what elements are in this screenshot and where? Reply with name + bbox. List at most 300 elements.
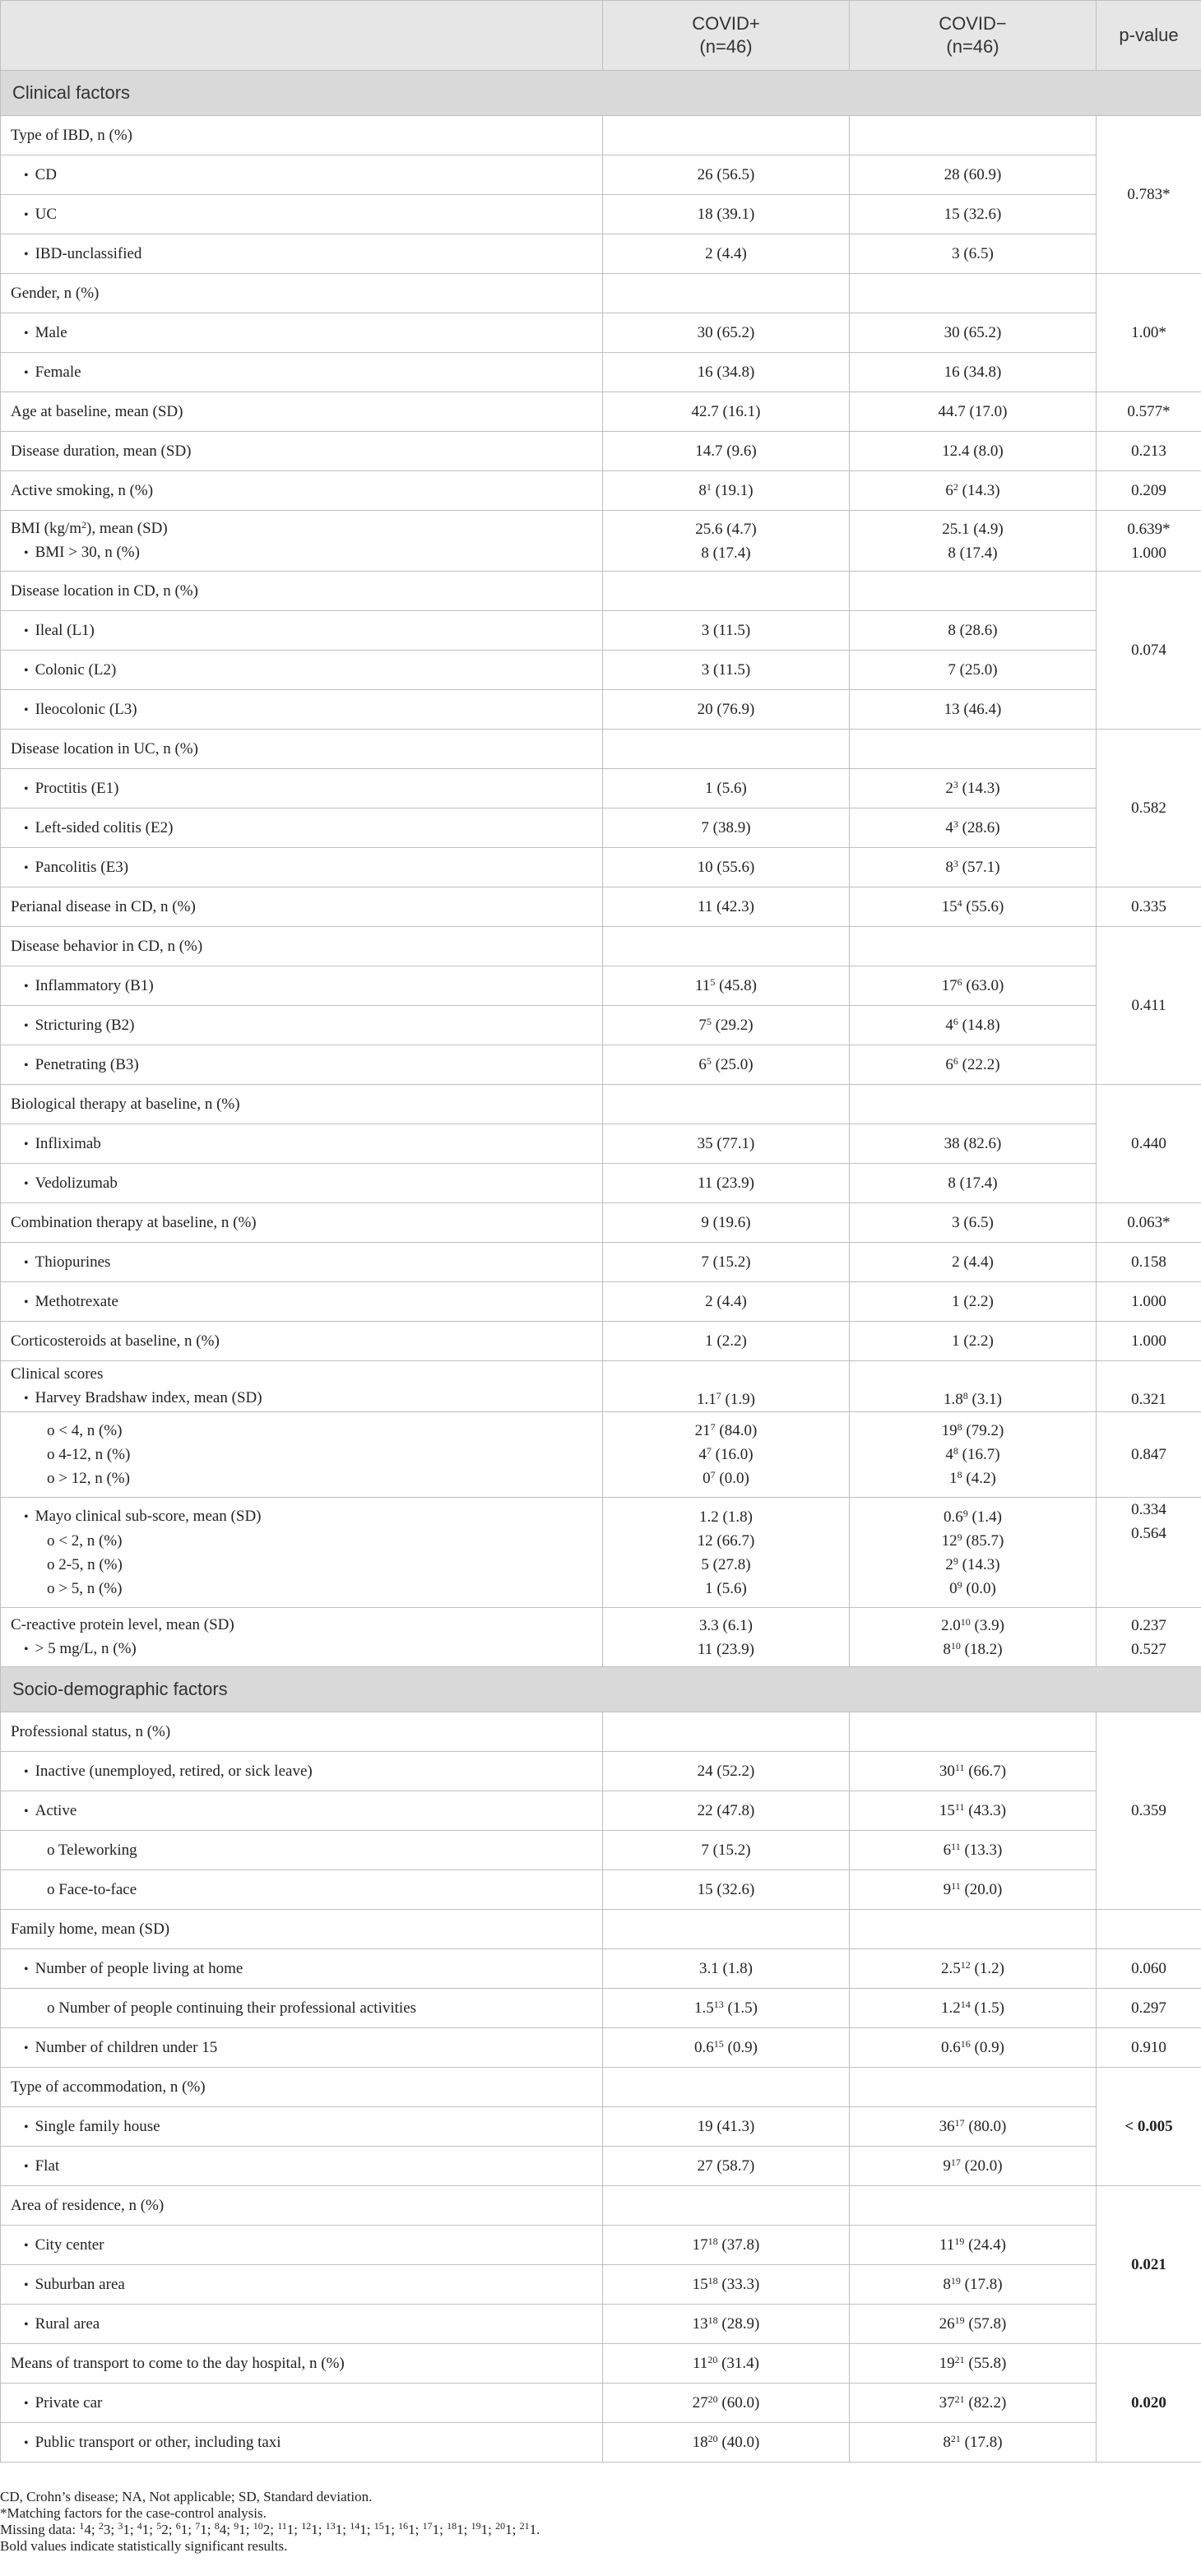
cell-covid-neg — [850, 2147, 1097, 2186]
value: (33.3) — [717, 2275, 760, 2293]
row-label: • Male — [1, 313, 603, 353]
footnote-ref: 19 — [954, 2314, 965, 2326]
table-row — [1, 1910, 1201, 1949]
table-row — [1, 2423, 1201, 2462]
cell-covid-pos: 11 (42.3) — [603, 887, 850, 927]
row-label: • Colonic (L2) — [1, 651, 603, 690]
table-row — [1, 1989, 1201, 2028]
cell-covid-pos — [603, 2344, 850, 2384]
value: 25.6 (4.7) — [695, 520, 757, 538]
cell-covid-neg — [850, 1949, 1097, 1989]
row-label: Perianal disease in CD, n (%) — [1, 887, 603, 927]
row-label: o Teleworking — [1, 1831, 603, 1870]
row-label: Type of accommodation, n (%) — [1, 2068, 603, 2107]
row-label: • UC — [1, 195, 603, 234]
footnote-ref: 21 — [950, 2432, 961, 2444]
value: (0.9) — [970, 2038, 1004, 2056]
table-row — [1, 1608, 1201, 1667]
table-row — [1, 195, 1201, 234]
cell-covid-pos: 30 (65.2) — [603, 313, 850, 353]
table-row — [1, 651, 1201, 690]
table-row — [1, 572, 1201, 611]
value: 0.639* — [1127, 520, 1171, 538]
footnote-count: 1. — [529, 2522, 540, 2537]
value — [860, 1505, 1086, 1529]
cell-covid-pos — [603, 1989, 850, 2028]
value: 15 — [941, 897, 958, 915]
table-row — [1, 1203, 1201, 1243]
footnote-index: 5 — [156, 2520, 162, 2532]
table-row — [1, 730, 1201, 769]
cell-covid-neg: 30 (65.2) — [850, 313, 1097, 353]
footnote-count: 1; — [141, 2522, 157, 2537]
value: 8 (17.4) — [948, 544, 998, 562]
cell-covid-pos — [603, 966, 850, 1006]
value: 0.6 — [941, 2038, 961, 2056]
value: (43.3) — [964, 1801, 1007, 1819]
cell-covid-pos — [603, 2226, 850, 2265]
cell-covid-pos: 7 (38.9) — [603, 808, 850, 848]
footnote-ref: 1 — [706, 480, 712, 493]
footnote-count: 1; — [239, 2522, 253, 2537]
p-value: 0.335 — [1097, 887, 1201, 927]
value: 1.000 — [1131, 544, 1166, 562]
value: 1.8 — [944, 1391, 963, 1408]
cell-covid-pos: 26 (56.5) — [603, 155, 850, 195]
row-label: • Private car — [1, 2384, 603, 2423]
row-label: • Vedolizumab — [1, 1164, 603, 1203]
value: 8 — [945, 858, 953, 876]
table-row — [1, 611, 1201, 651]
value: 18 — [692, 2433, 708, 2451]
p-value: 0.074 — [1097, 572, 1201, 730]
footnote-ref: 11 — [954, 1800, 965, 1813]
footnote-ref: 12 — [960, 1958, 971, 1971]
cell-covid-neg — [850, 1870, 1097, 1910]
cell-covid-neg — [850, 1791, 1097, 1831]
footnote-count: 4; — [219, 2522, 234, 2537]
value: 11 — [693, 2354, 708, 2372]
footnote-count: 1; — [180, 2522, 196, 2537]
footnote-ref: 6 — [957, 975, 962, 988]
cell-covid-pos — [603, 2028, 850, 2068]
footnote-matching: *Matching factors for the case-control analysis. — [0, 2505, 267, 2521]
value — [860, 1419, 1086, 1443]
footnote-ref: 10 — [960, 1615, 971, 1628]
text: ), mean (SD) — [86, 520, 168, 537]
cell-covid-neg — [850, 2265, 1097, 2305]
cell-covid-pos: 20 (76.9) — [603, 690, 850, 730]
cell-covid-neg — [850, 1608, 1097, 1667]
value: (55.6) — [962, 897, 1004, 915]
value: (57.8) — [964, 2314, 1007, 2333]
row-label: Means of transport to come to the day hospital, n (%) — [1, 2344, 603, 2384]
cell-covid-neg — [850, 1412, 1097, 1498]
row-label: • Penetrating (B3) — [1, 1045, 603, 1085]
hbi-sub-label: o > 12, n (%) — [47, 1470, 130, 1487]
value: (63.0) — [962, 976, 1004, 994]
footnote-index: 6 — [175, 2520, 181, 2532]
value — [860, 1466, 1086, 1490]
value: (14.8) — [958, 1016, 1000, 1034]
cell-covid-neg — [850, 1989, 1097, 2028]
value: 8 (17.4) — [701, 544, 751, 562]
p-value: 0.021 — [1097, 2186, 1201, 2344]
p-value: 0.910 — [1097, 2028, 1201, 2068]
cell-covid-neg: 1 (2.2) — [850, 1322, 1097, 1361]
value: (1.9) — [721, 1391, 755, 1408]
cell-covid-pos: 15 (32.6) — [603, 1870, 850, 1910]
p-value: < 0.005 — [1097, 2068, 1201, 2186]
row-label: Gender, n (%) — [1, 274, 603, 313]
value: 17 — [692, 2235, 708, 2254]
value: (14.3) — [958, 481, 1000, 499]
footnote-ref: 15 — [713, 2037, 724, 2050]
footnote-ref: 6 — [953, 1054, 958, 1067]
row-label: • Public transport or other, including taxi — [1, 2423, 603, 2462]
value: 4 — [945, 818, 953, 836]
cell-covid-pos: 3.1 (1.8) — [603, 1949, 850, 1989]
footnote-index: 7 — [195, 2520, 201, 2532]
table-row — [1, 234, 1201, 274]
value — [860, 1443, 1086, 1466]
value: (1.5) — [970, 1999, 1004, 2017]
table-row — [1, 1322, 1201, 1361]
p-value: 0.063* — [1097, 1203, 1201, 1243]
value: 4 — [698, 1446, 707, 1463]
table-row — [1, 2265, 1201, 2305]
cell-covid-pos — [603, 1608, 850, 1667]
value: (37.8) — [717, 2235, 760, 2254]
cell-covid-pos — [603, 1045, 850, 1085]
table-row — [1, 116, 1201, 155]
cell-covid-neg — [850, 2423, 1097, 2462]
cell-covid-pos: 7 (15.2) — [603, 1831, 850, 1870]
row-label: Professional status, n (%) — [1, 1712, 603, 1752]
crp-label: C-reactive protein level, mean (SD) — [11, 1616, 234, 1633]
table-row — [1, 313, 1201, 353]
cell-covid-neg — [850, 1045, 1097, 1085]
footnote-count: 1; — [457, 2522, 471, 2537]
footnote-ref: 9 — [962, 1507, 968, 1519]
value: 2.5 — [941, 1959, 961, 1977]
row-label — [1, 1361, 603, 1412]
value: (16.7) — [958, 1446, 1000, 1463]
row-label: Family home, mean (SD) — [1, 1910, 603, 1949]
p-value: 0.577* — [1097, 392, 1201, 432]
row-label: • Inflammatory (B1) — [1, 966, 603, 1006]
cell-covid-neg — [850, 966, 1097, 1006]
footnote-count: 1; — [480, 2522, 496, 2537]
footnote-index: 12 — [301, 2520, 312, 2532]
row-label: • IBD-unclassified — [1, 234, 603, 274]
value: (14.3) — [958, 1555, 1000, 1573]
footnote-ref: 10 — [950, 1639, 961, 1652]
scores-label: Clinical scores — [11, 1365, 104, 1383]
cell-covid-pos — [603, 511, 850, 572]
superscript: 2 — [81, 519, 87, 530]
p-value: 1.00* — [1097, 274, 1201, 392]
value: 6 — [943, 1841, 952, 1859]
row-label — [1, 511, 603, 572]
footnote-index: 18 — [447, 2520, 457, 2532]
header-covid-neg-label: COVID− — [939, 13, 1007, 34]
cell-covid-pos: 10 (55.6) — [603, 848, 850, 887]
row-label: • Left-sided colitis (E2) — [1, 808, 603, 848]
cell-covid-pos: 1 (2.2) — [603, 1322, 850, 1361]
row-label: Disease location in CD, n (%) — [1, 572, 603, 611]
footnote-ref: 21 — [954, 2393, 965, 2405]
row-label — [1, 1608, 603, 1667]
value: (24.4) — [964, 2235, 1006, 2254]
footnote-ref: 16 — [960, 2037, 971, 2050]
value: 13 — [692, 2314, 708, 2333]
footnote-ref: 18 — [707, 2314, 718, 2326]
footnote-count: 1; — [311, 2522, 326, 2537]
row-label: Disease behavior in CD, n (%) — [1, 927, 603, 966]
value: (55.8) — [964, 2354, 1007, 2372]
value: (22.2) — [958, 1055, 1000, 1073]
cell-covid-pos — [603, 2423, 850, 2462]
value: 25.1 (4.9) — [942, 520, 1004, 538]
table-row — [1, 1752, 1201, 1791]
cell-covid-pos: 2 (4.4) — [603, 1282, 850, 1322]
value: (66.7) — [964, 1762, 1007, 1780]
value: 0.6 — [694, 2038, 714, 2056]
table-row — [1, 1831, 1201, 1870]
value: (85.7) — [962, 1531, 1004, 1550]
value: (82.2) — [964, 2393, 1007, 2412]
header-covid-pos-n: (n=46) — [699, 36, 753, 57]
footnote-index: 13 — [325, 2520, 336, 2532]
cell-covid-neg — [850, 2107, 1097, 2147]
table-row — [1, 2107, 1201, 2147]
value: 21 — [694, 1422, 711, 1439]
footnote-ref: 4 — [957, 897, 962, 909]
table-row — [1, 690, 1201, 730]
value: (31.4) — [717, 2354, 759, 2372]
footnote-index: 17 — [422, 2520, 433, 2532]
mayo-sub-label: o > 5, n (%) — [47, 1580, 123, 1597]
row-label: • Ileal (L1) — [1, 611, 603, 651]
footnote-count: 1; — [432, 2522, 447, 2537]
bmi-label — [11, 517, 592, 540]
table-row — [1, 1870, 1201, 1910]
mayo-sub-label: o < 2, n (%) — [47, 1532, 123, 1550]
cell-covid-pos — [603, 2384, 850, 2423]
cell-covid-pos: 1 (5.6) — [603, 769, 850, 808]
footnote-index: 10 — [253, 2520, 263, 2532]
value — [860, 1553, 1086, 1577]
row-label: Corticosteroids at baseline, n (%) — [1, 1322, 603, 1361]
value: 0.6 — [944, 1508, 963, 1526]
p-value: 0.020 — [1097, 2344, 1201, 2462]
value: (13.3) — [960, 1841, 1003, 1859]
value: 19 — [939, 2354, 955, 2372]
table-row — [1, 1085, 1201, 1124]
footnote-count: 3; — [103, 2522, 118, 2537]
footnote-ref: 6 — [953, 1015, 958, 1027]
row-label: • Stricturing (B2) — [1, 1006, 603, 1045]
value — [860, 1577, 1086, 1601]
cell-covid-neg — [850, 471, 1097, 511]
value: 37 — [939, 2393, 955, 2412]
value: 6 — [698, 1055, 707, 1073]
row-label: • Methotrexate — [1, 1282, 603, 1322]
table-row — [1, 848, 1201, 887]
footnote-count: 4; — [84, 2522, 99, 2537]
value: 8 — [943, 2433, 951, 2451]
row-label: • Inactive (unemployed, retired, or sick leave) — [1, 1752, 603, 1791]
footnote-ref: 3 — [953, 857, 958, 869]
row-label — [1, 1498, 603, 1608]
footnote-index: 4 — [137, 2520, 142, 2532]
value: (3.1) — [967, 1391, 1002, 1408]
p-value: 0.582 — [1097, 730, 1201, 887]
value: (45.8) — [715, 976, 757, 994]
table-row — [1, 966, 1201, 1006]
footnote-ref: 7 — [710, 1469, 716, 1480]
row-label: • Ileocolonic (L3) — [1, 690, 603, 730]
footnote-ref: 18 — [707, 2235, 718, 2247]
value: (40.0) — [717, 2433, 760, 2451]
header-covid-pos — [603, 1, 850, 71]
header-row — [1, 1, 1201, 71]
value: 8 — [943, 2275, 951, 2293]
value: 12 — [941, 1531, 958, 1550]
value: (1.4) — [967, 1508, 1002, 1526]
value: 4 — [945, 1446, 953, 1463]
value: (0.0) — [715, 1470, 749, 1487]
value: (0.0) — [962, 1579, 996, 1597]
footnote-count: 1; — [335, 2522, 350, 2537]
cell-covid-pos — [603, 2305, 850, 2344]
value: 8 — [698, 481, 707, 499]
value: (57.1) — [958, 858, 1000, 876]
p-value — [1097, 1498, 1201, 1608]
text: BMI (kg/m — [11, 520, 82, 537]
header-blank — [1, 1, 603, 71]
value: (3.9) — [970, 1616, 1004, 1634]
table-row — [1, 1949, 1201, 1989]
row-label: Disease location in UC, n (%) — [1, 730, 603, 769]
footnote-index: 20 — [495, 2520, 506, 2532]
row-label: • Suburban area — [1, 2265, 603, 2305]
cell-covid-pos: 24 (52.2) — [603, 1752, 850, 1791]
footnote-ref: 11 — [951, 1879, 961, 1892]
value: (19.1) — [711, 481, 754, 499]
cell-covid-neg — [850, 2344, 1097, 2384]
cell-covid-pos: 42.7 (16.1) — [603, 392, 850, 432]
section-title-socio: Socio-demographic factors — [1, 1667, 1201, 1712]
mayo-label: • Mayo clinical sub-score, mean (SD) — [11, 1504, 592, 1529]
table-row — [1, 274, 1201, 313]
row-label: Disease duration, mean (SD) — [1, 432, 603, 471]
cell-covid-neg — [850, 848, 1097, 887]
value: 9 — [943, 2157, 951, 2175]
value: 12 (66.7) — [697, 1531, 755, 1550]
footnote-count: 1; — [408, 2522, 423, 2537]
p-value: 1.000 — [1097, 1322, 1201, 1361]
cell-covid-neg: 13 (46.4) — [850, 690, 1097, 730]
table-row — [1, 808, 1201, 848]
footnote-ref: 17 — [954, 2116, 965, 2129]
value: 27 — [692, 2393, 708, 2412]
value: (28.9) — [717, 2314, 760, 2333]
value: (16.0) — [711, 1446, 754, 1463]
footnote-index: 15 — [373, 2520, 384, 2532]
value: 11 (23.9) — [698, 1640, 754, 1658]
footnote-ref: 9 — [957, 1578, 962, 1591]
footnote-count: 1; — [123, 2522, 137, 2537]
footnote-ref: 20 — [707, 2432, 718, 2444]
value: (84.0) — [715, 1422, 758, 1439]
table-row — [1, 2028, 1201, 2068]
value: (60.0) — [717, 2393, 760, 2412]
cell-covid-neg — [850, 1752, 1097, 1791]
row-label: • City center — [1, 2226, 603, 2265]
value: (1.2) — [970, 1959, 1004, 1977]
footnote-ref: 3 — [953, 818, 958, 830]
hbi-label: • Harvey Bradshaw index, mean (SD) — [11, 1386, 592, 1411]
row-label: Biological therapy at baseline, n (%) — [1, 1085, 603, 1124]
value: 1.2 (1.8) — [699, 1508, 753, 1526]
footnote-count: 2; — [161, 2522, 176, 2537]
cell-covid-pos — [603, 1006, 850, 1045]
header-covid-neg-n: (n=46) — [946, 36, 999, 57]
p-value: 0.321 — [1097, 1361, 1201, 1412]
header-covid-neg — [850, 1, 1097, 71]
cell-covid-neg: 8 (17.4) — [850, 1164, 1097, 1203]
cell-covid-pos — [603, 1412, 850, 1498]
cell-covid-neg: 38 (82.6) — [850, 1124, 1097, 1164]
footnote-index: 19 — [471, 2520, 481, 2532]
value: 0 — [703, 1470, 711, 1487]
footnote-ref: 19 — [954, 2235, 965, 2247]
footnote-bold: Bold values indicate statistically significant results. — [0, 2538, 288, 2554]
p-value: 0.783* — [1097, 116, 1201, 274]
value: 0.527 — [1131, 1640, 1166, 1658]
table-row — [1, 1164, 1201, 1203]
footnote-index: 21 — [519, 2520, 530, 2532]
cell-covid-neg — [850, 2305, 1097, 2344]
cell-covid-neg — [850, 808, 1097, 848]
cell-covid-neg: 15 (32.6) — [850, 195, 1097, 234]
section-title-clinical: Clinical factors — [1, 71, 1201, 116]
footnote-missing-list — [79, 2522, 540, 2537]
row-label: • Pancolitis (E3) — [1, 848, 603, 887]
bmi-sub-label: • BMI > 30, n (%) — [11, 540, 592, 565]
row-label — [1, 1412, 603, 1498]
footnote-ref: 20 — [707, 2353, 718, 2365]
table-row — [1, 511, 1201, 572]
value — [860, 1529, 1086, 1553]
p-value: 0.411 — [1097, 927, 1201, 1085]
p-value: 0.060 — [1097, 1949, 1201, 1989]
value: (79.2) — [962, 1422, 1004, 1439]
cell-covid-neg — [850, 1006, 1097, 1045]
value: 6 — [945, 481, 953, 499]
row-label: • Proctitis (E1) — [1, 769, 603, 808]
footnote-ref: 2 — [953, 480, 958, 493]
value: 0.564 — [1131, 1525, 1166, 1542]
value: 1 — [949, 1470, 958, 1487]
mayo-sub-label: o 2-5, n (%) — [47, 1556, 123, 1573]
footnote-abbreviations: CD, Crohn’s disease; NA, Not applicable; SD, Standard deviation. — [0, 2489, 373, 2504]
footnote-count: 1; — [200, 2522, 215, 2537]
footnote-count: 1; — [383, 2522, 399, 2537]
value: 30 — [939, 1762, 955, 1780]
